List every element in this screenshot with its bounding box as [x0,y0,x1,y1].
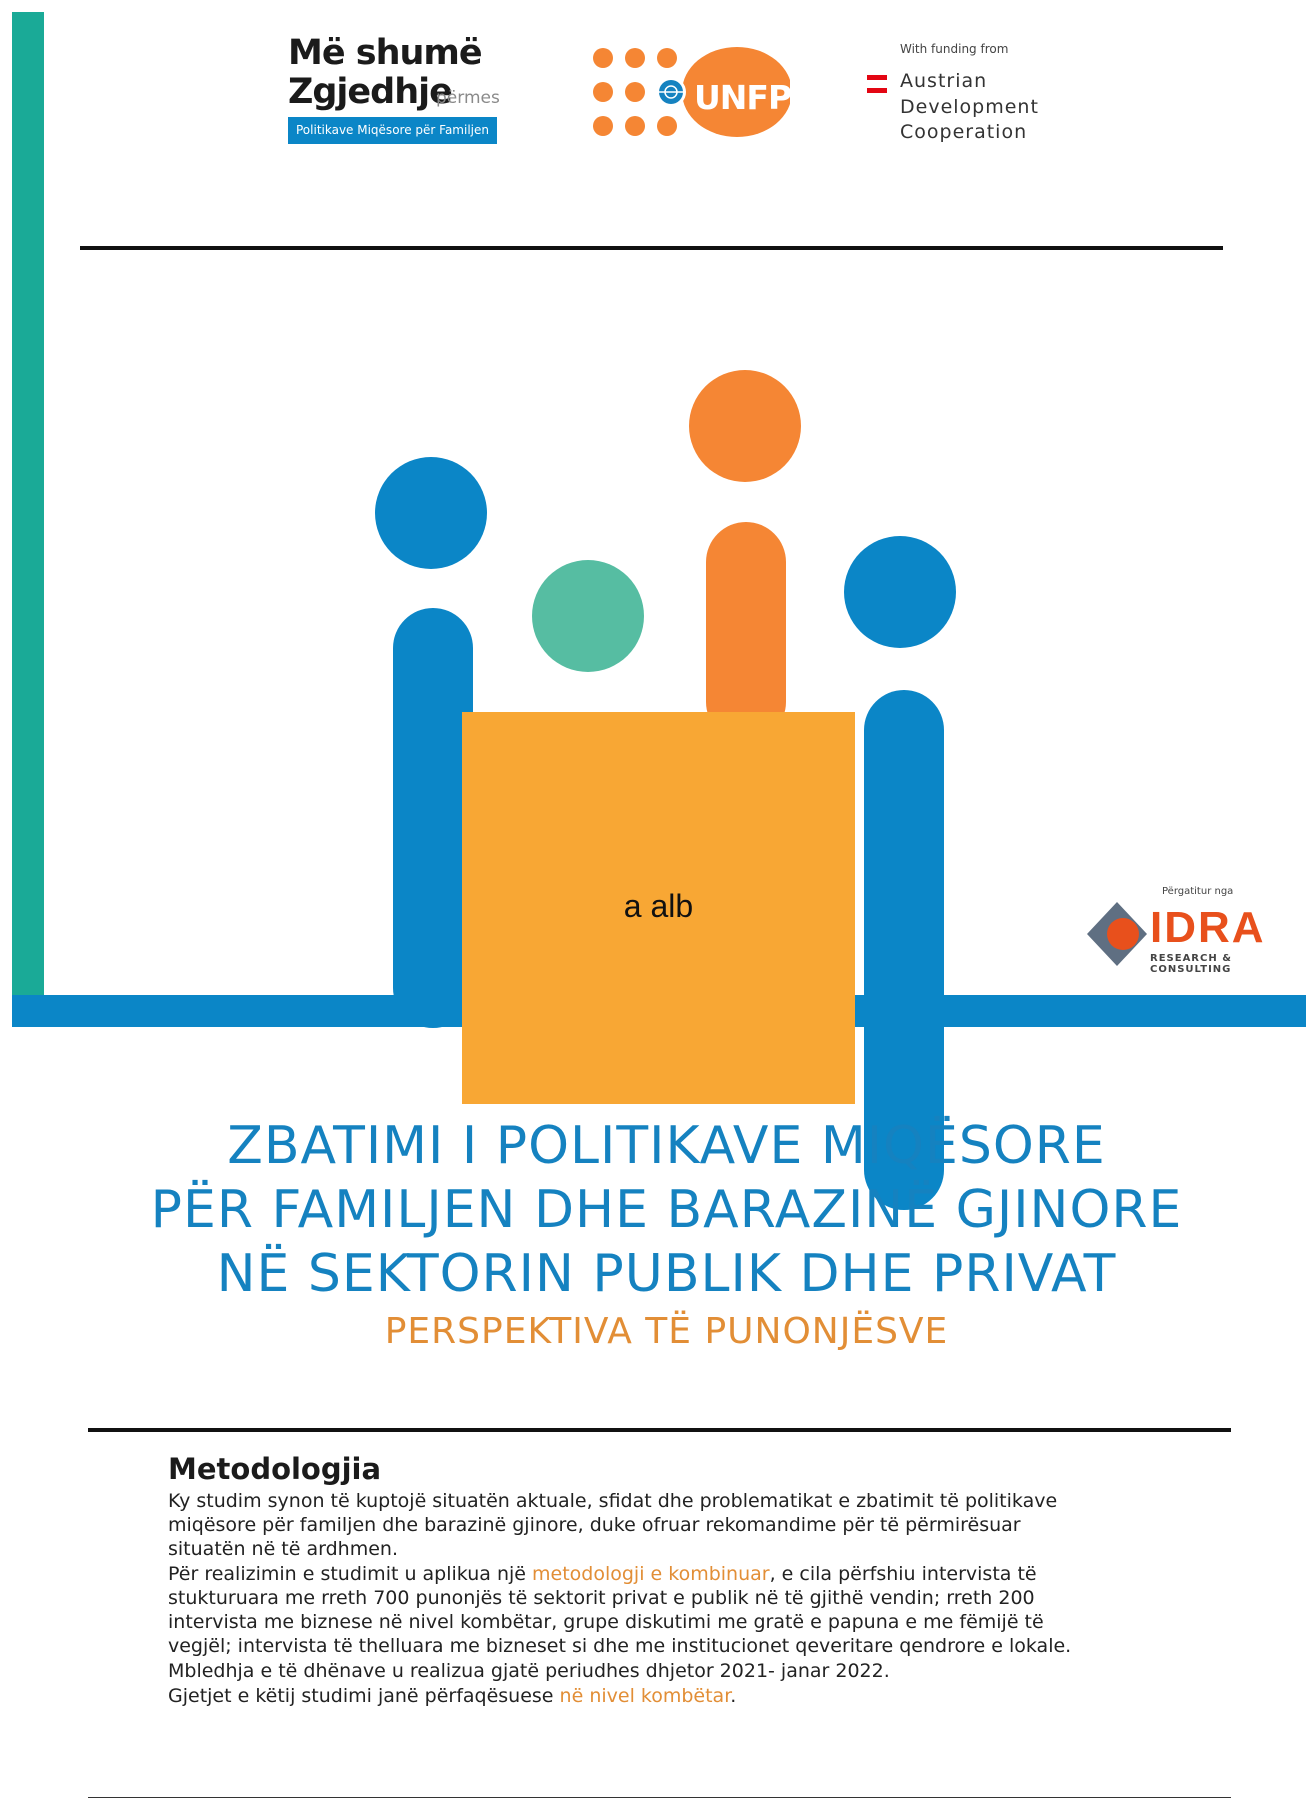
idra-logo-icon [1085,900,1149,968]
p2-text-pre: Për realizimin e studimit u aplikua një [168,1563,532,1585]
figure-right-head [844,536,956,648]
unfpa-wordmark: UNFPA [694,78,813,117]
idra-wordmark: IDRA [1150,903,1266,952]
methodology-p1-l1: Ky studim synon të kuptojë situatën aktuale, sfidat dhe problematikat e zbatimit të politikave [168,1490,1058,1512]
austria-flag-icon [867,75,887,80]
sticky-note-text: a alb [623,888,694,924]
p4-text-post: . [730,1685,737,1707]
p2-text-post: , e cila përfshiu intervista të [769,1563,1037,1585]
methodology-p2-l2: stukturuara me rreth 700 punonjës të sektorit privat e publik në të gjithë vendin; rreth 200 [168,1587,1035,1609]
figure-teal-head [532,560,644,672]
brand-logo-line1: Më shumë [288,33,482,73]
methodology-p4 [168,1684,1168,1708]
methodology-heading: Metodologjia [168,1452,382,1486]
divider-middle [88,1428,1231,1432]
methodology-p2-l4: vegjël; intervista të thelluara me bizneset si dhe me institucionet qeveritare qendrore e lokale. [168,1635,1072,1657]
p4-text-pre: Gjetjet e këtij studimi janë përfaqësuese [168,1685,560,1707]
green-frame-bar [12,12,44,1027]
p2-highlight: metodologji e kombinuar [532,1563,770,1585]
brand-logo-line2: Zgjedhje [288,72,452,112]
brand-logo-bar: Politikave Miqësore për Familjen [288,117,497,144]
title-line-1: ZBATIMI I POLITIKAVE MIQËSORE [227,1116,1106,1176]
title-line-2: PËR FAMILJEN DHE BARAZINË GJINORE [150,1180,1183,1240]
title-line-3: NË SEKTORIN PUBLIK DHE PRIVAT [216,1244,1117,1304]
methodology-p1-l2: miqësore për familjen dhe barazinë gjinore, duke ofruar rekomandime për të përmirësuar [168,1514,1021,1536]
figure-left-body [393,608,473,1028]
methodology-p2-l1 [168,1562,1168,1586]
ada-line-2: Development [900,96,1039,118]
figure-orange-head [689,370,801,482]
funding-label: With funding from [900,42,1009,56]
methodology-p2-l3: intervista me biznese në nivel kombëtar, grupe diskutimi me gratë e papuna e me fëmijë të [168,1611,1044,1633]
ada-line-1: Austrian [900,70,988,92]
figure-left-head [375,457,487,569]
methodology-p1-l3: situatën në të ardhmen. [168,1538,398,1560]
divider-top [80,246,1223,250]
figure-orange-body [706,522,786,742]
p4-highlight: në nivel kombëtar [559,1685,731,1707]
title-subtitle: PERSPEKTIVA TË PUNONJËSVE [384,1311,949,1352]
brand-logo-permes: përmes [436,88,500,108]
ada-line-3: Cooperation [900,121,1028,143]
idra-subtitle: RESEARCH & CONSULTING [1150,953,1232,975]
methodology-p3: Mbledhja e të dhënave u realizua gjatë periudhes dhjetor 2021- janar 2022. [168,1660,890,1682]
divider-bottom [88,1797,1231,1798]
prepared-by-label: Përgatitur nga [1162,886,1234,897]
